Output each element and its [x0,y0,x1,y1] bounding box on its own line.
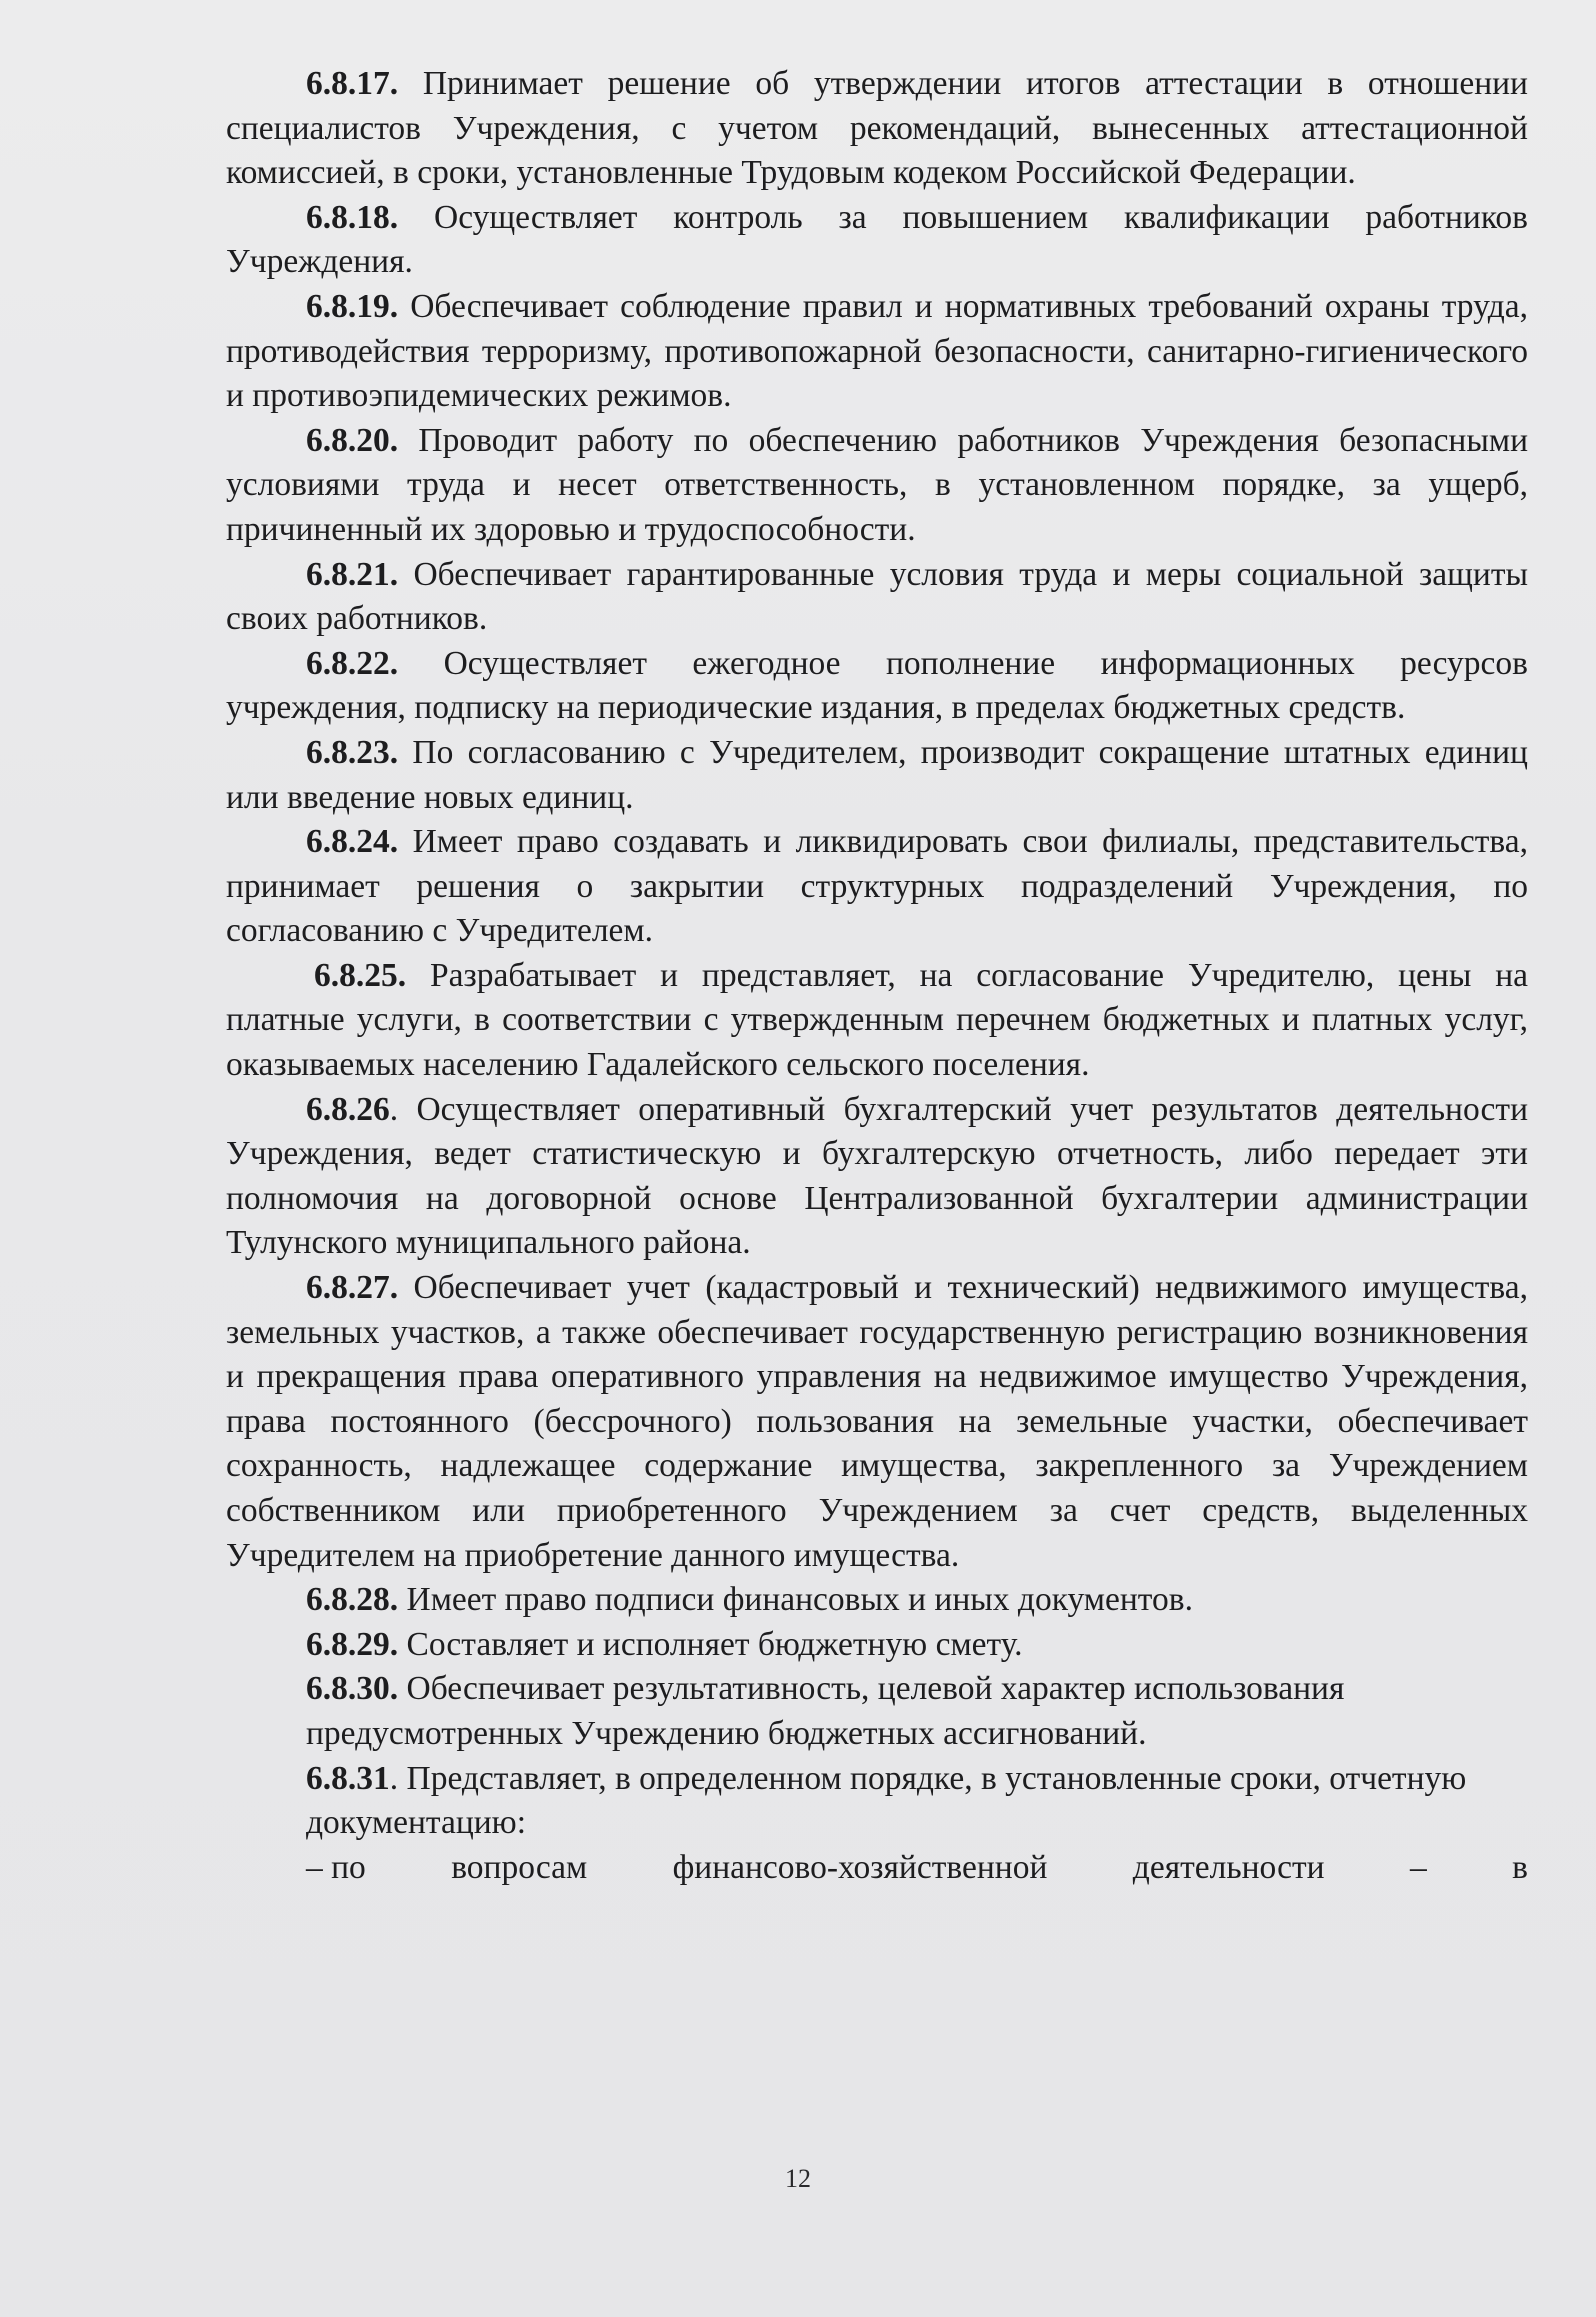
clause-text: Составляет и исполняет бюджетную смету. [398,1625,1023,1663]
paragraph-6-8-18 [226,196,1528,285]
clause-number: 6.8.17. [306,65,399,102]
clause-text: Осуществляет контроль за повышением квалификации работников Учреждения. [226,198,1528,281]
clause-number: 6.8.27. [306,1269,399,1307]
clause-text: Проводит работу по обеспечению работников Учреждения безопасными условиями труда и несет ответственность, в установленном порядке, за ущерб, причиненный их здоровью и трудоспособности. [226,421,1528,548]
clause-number: 6.8.23. [306,733,399,771]
clause-number: 6.8.21. [306,555,399,593]
clause-text: Имеет право создавать и ликвидировать свои филиалы, представительства, принимает решения о закрытии структурных подразделений Учреждения, по согласованию с Учредителем. [226,823,1528,950]
paragraph-6-8-26 [226,1088,1528,1266]
paragraph-6-8-25 [226,954,1528,1088]
clause-text: Имеет право подписи финансовых и иных документов. [398,1581,1193,1619]
word: финансово-хозяйственной [672,1848,1048,1886]
clause-number: 6.8.22. [306,644,399,682]
clause-number: 6.8.28. [306,1581,399,1619]
clause-text: Обеспечивает соблюдение правил и нормативных требований охраны труда, противодействия терроризму, противопожарной безопасности, санитарно-гигиенического и противоэпидемических режимов. [226,287,1528,415]
clause-number: 6.8.18. [306,198,399,236]
paragraph-6-8-24 [226,820,1528,954]
clause-text: Обеспечивает гарантированные условия труда и меры социальной защиты своих работников. [226,555,1528,638]
clause-number: 6.8.19. [306,287,399,325]
paragraph-6-8-17 [226,62,1528,196]
paragraph-6-8-29 [226,1623,1528,1668]
paragraph-6-8-20 [226,419,1528,553]
clause-number: 6.8.24. [306,823,399,861]
list-item-partial [226,1846,1528,1891]
clause-text: Разрабатывает и представляет, на согласование Учредителю, цены на платные услуги, в соответствии с утвержденным перечнем бюджетных и платных услуг, оказываемых населению Гадалейского сельского поселения. [226,956,1528,1084]
clause-text: Обеспечивает результативность, целевой характер использования предусмотренных Учреждению бюджетных ассигнований. [306,1670,1345,1752]
clause-text: По согласованию с Учредителем, производит сокращение штатных единиц или введение новых единиц. [226,733,1528,816]
clause-number: 6.8.25. [314,956,407,994]
paragraph-6-8-22 [226,642,1528,731]
clause-number: 6.8.26 [306,1090,390,1128]
clause-number: 6.8.29. [306,1625,399,1663]
clause-text: Осуществляет ежегодное пополнение информационных ресурсов учреждения, подписку на периодические издания, в пределах бюджетных средств. [226,644,1528,727]
paragraph-6-8-30 [226,1667,1528,1756]
paragraph-6-8-28 [226,1578,1528,1623]
paragraph-6-8-21 [226,553,1528,642]
word: деятельности [1132,1848,1325,1886]
word: – [1409,1848,1427,1886]
clause-text: . Осуществляет оперативный бухгалтерский учет результатов деятельности Учреждения, ведет статистическую и бухгалтерскую отчетность, либо передает эти полномочия на договорной основе Централизованной бухгалтерии администрации Тулунского муниципального района. [226,1090,1528,1262]
clause-text: . Представляет, в определенном порядке, в установленные сроки, отчетную документацию: [306,1759,1467,1842]
clause-text: Принимает решение об утверждении итогов аттестации в отношении специалистов Учреждения, с учетом рекомендаций, вынесенных аттестационной комиссией, в сроки, установленные Трудовым кодеком Российской Федерации. [226,65,1528,192]
word: в [1512,1848,1528,1886]
word: – по [306,1848,366,1886]
paragraph-6-8-23 [226,731,1528,820]
document-body [226,62,1528,1890]
clause-number: 6.8.20. [306,421,399,459]
page-number: 12 [785,2164,811,2193]
clause-number: 6.8.31 [306,1759,390,1797]
word: вопросам [451,1848,588,1886]
clause-text: Обеспечивает учет (кадастровый и технический) недвижимого имущества, земельных участков, а также обеспечивает государственную регистрацию возникновения и прекращения права оперативного управления на недвижимое имущество Учреждения, права постоянного (бессрочного) пользования на земельные участки, обеспечивает сохранность, надлежащее содержание имущества, закрепленного за Учреждением собственником или приобретенного Учреждением за счет средств, выделенных Учредителем на приобретение данного имущества. [226,1269,1528,1574]
paragraph-6-8-27 [226,1266,1528,1578]
clause-number: 6.8.30. [306,1670,399,1708]
paragraph-6-8-31 [226,1757,1528,1846]
paragraph-6-8-19 [226,285,1528,419]
